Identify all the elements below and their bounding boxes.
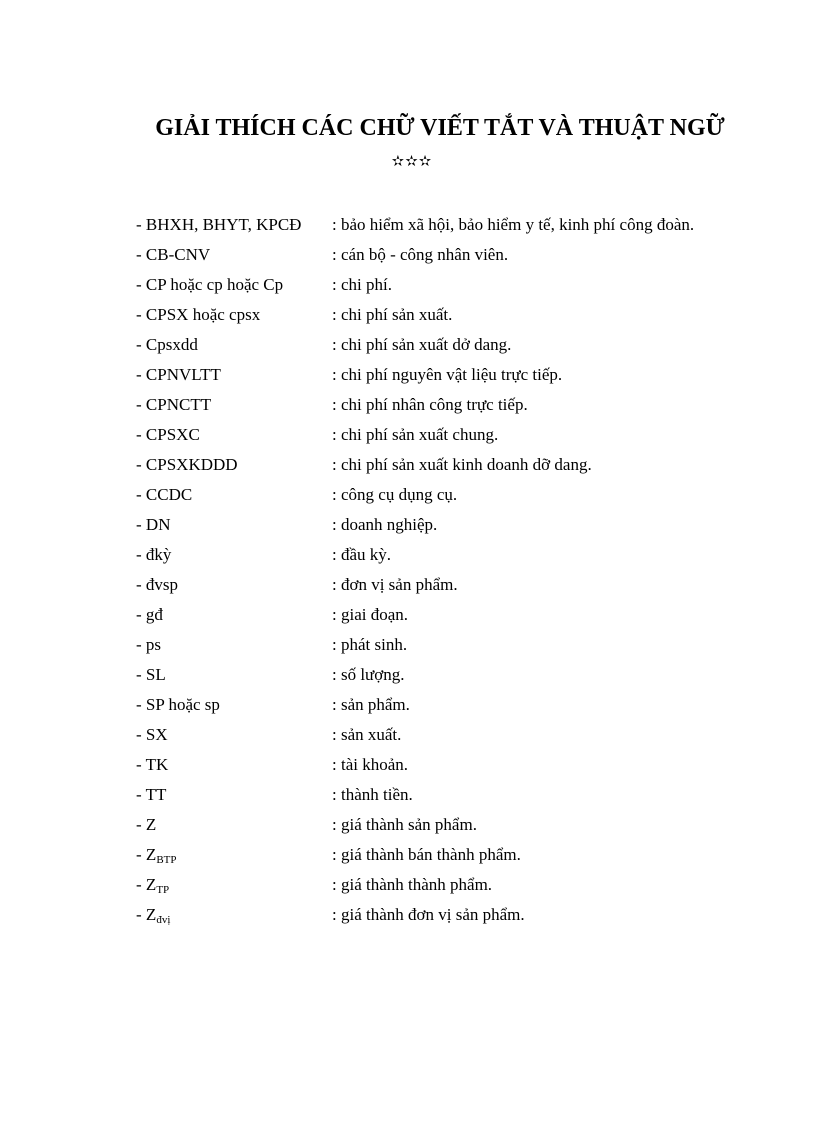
abbreviation-row (136, 484, 796, 514)
abbreviation-definition: : giá thành sản phẩm. (332, 815, 477, 834)
abbreviation-row (136, 664, 796, 694)
abbreviation-row (136, 574, 796, 604)
abbreviation-term: - $Z_{đvị}$ (136, 905, 171, 926)
abbreviation-row (136, 874, 796, 904)
abbreviation-definition: : giai đoạn. (332, 605, 409, 624)
abbreviation-term: - ps (136, 635, 162, 654)
abbreviation-definition: : chi phí. (332, 275, 392, 294)
abbreviation-row (136, 634, 796, 664)
abbreviation-term: - CPNCTT (136, 395, 212, 414)
abbreviation-row (136, 394, 796, 424)
abbreviation-term: - $Z_{BTP}$ (136, 845, 177, 866)
abbreviation-row (136, 274, 796, 304)
abbreviation-row (136, 844, 796, 874)
abbreviation-term: - CCDC (136, 485, 193, 504)
abbreviation-row (136, 904, 796, 934)
abbreviation-definition: : đơn vị sản phẩm. (332, 575, 458, 594)
abbreviation-row (136, 754, 796, 784)
abbreviation-row (136, 724, 796, 754)
abbreviation-row (136, 544, 796, 574)
abbreviation-definition: : công cụ dụng cụ. (332, 485, 458, 504)
abbreviation-row (136, 424, 796, 454)
abbreviation-definition: : cán bộ - công nhân viên. (332, 245, 509, 264)
abbreviation-definition: : chi phí sản xuất. (332, 305, 453, 324)
abbreviation-definition: : sản phẩm. (332, 695, 410, 714)
abbreviation-term: - Cpsxdd (136, 335, 198, 354)
abbreviation-term: - SL (136, 665, 166, 684)
abbreviation-term: - CPNVLTT (136, 365, 221, 384)
abbreviation-row (136, 334, 796, 364)
abbreviation-term: - SX (136, 725, 168, 744)
abbreviation-term: - BHXH, BHYT, KPCĐ (136, 215, 302, 234)
abbreviation-definition: : chi phí sản xuất dở dang. (332, 335, 512, 354)
abbreviation-subscript: BTP (156, 854, 177, 866)
abbreviation-term: - SP hoặc sp (136, 695, 220, 714)
abbreviation-row (136, 304, 796, 334)
abbreviation-definition: : chi phí nguyên vật liệu trực tiếp. (332, 365, 563, 384)
abbreviation-definition: : chi phí sản xuất chung. (332, 425, 499, 444)
abbreviation-term: - CPSX hoặc cpsx (136, 305, 261, 324)
abbreviation-row (136, 784, 796, 814)
abbreviation-definition: : giá thành bán thành phẩm. (332, 845, 521, 864)
abbreviation-definition: : số lượng. (332, 665, 405, 684)
abbreviation-row (136, 244, 796, 274)
abbreviation-term: - DN (136, 515, 171, 534)
abbreviation-row (136, 694, 796, 724)
page-title: GIẢI THÍCH CÁC CHỮ VIẾT TẮT VÀ THUẬT NGỮ (155, 115, 725, 141)
abbreviation-definition: : phát sinh. (332, 635, 408, 654)
abbreviation-term: - CPSXKDDD (136, 455, 238, 474)
abbreviation-definition: : giá thành đơn vị sản phẩm. (332, 905, 525, 924)
abbreviation-definition: : doanh nghiệp. (332, 515, 438, 534)
abbreviation-term: - TT (136, 785, 167, 804)
star-ornament-icon: ✫✫✫ (391, 154, 433, 170)
abbreviation-definition: : đầu kỳ. (332, 545, 392, 564)
abbreviation-definition: : giá thành thành phẩm. (332, 875, 493, 894)
abbreviation-term: - đvsp (136, 575, 179, 594)
abbreviation-definition: : chi phí sản xuất kinh doanh dỡ dang. (332, 455, 592, 474)
abbreviation-definition: : thành tiền. (332, 785, 413, 804)
abbreviation-definition: : chi phí nhân công trực tiếp. (332, 395, 528, 414)
abbreviation-term: - CB-CNV (136, 245, 211, 264)
abbreviation-definition: : bảo hiểm xã hội, bảo hiểm y tế, kinh phí công đoàn. (332, 215, 695, 234)
abbreviation-list (136, 214, 796, 934)
abbreviation-row (136, 604, 796, 634)
abbreviation-term: - CP hoặc cp hoặc Cp (136, 275, 284, 294)
abbreviation-term: - Z (136, 815, 157, 834)
abbreviation-row (136, 454, 796, 484)
abbreviation-row (136, 364, 796, 394)
abbreviation-definition: : tài khoản. (332, 755, 409, 774)
abbreviation-row (136, 814, 796, 844)
abbreviation-term: - $Z_{TP}$ (136, 875, 170, 896)
abbreviation-row (136, 214, 796, 244)
abbreviation-term: - gđ (136, 605, 163, 624)
abbreviation-term: - đkỳ (136, 545, 172, 564)
abbreviation-term: - CPSXC (136, 425, 200, 444)
abbreviation-definition: : sản xuất. (332, 725, 402, 744)
abbreviation-subscript: đvị (156, 914, 171, 926)
abbreviation-term: - TK (136, 755, 169, 774)
abbreviation-row (136, 514, 796, 544)
abbreviation-subscript: TP (156, 884, 170, 896)
